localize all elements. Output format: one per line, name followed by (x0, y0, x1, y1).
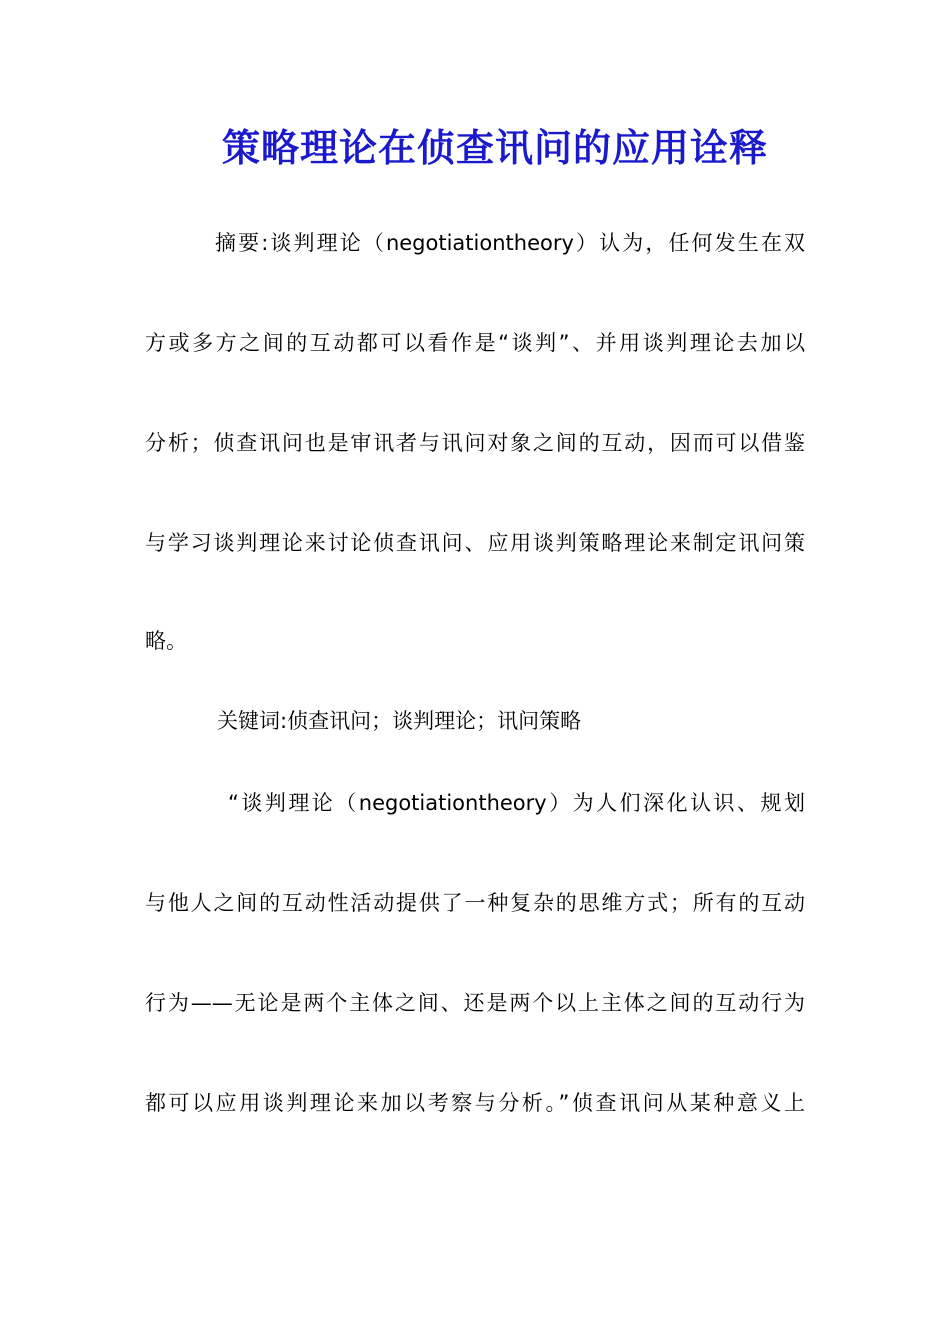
body-line-1: “谈判理论（negotiationtheory）为人们深化认识、规划 (228, 791, 805, 815)
abstract-line-3: 分析；侦查讯问也是审讯者与讯问对象之间的互动，因而可以借鉴 (145, 431, 805, 455)
abstract-line-2: 方或多方之间的互动都可以看作是“谈判”、并用谈判理论去加以 (145, 331, 805, 355)
abstract-line-4: 与学习谈判理论来讨论侦查讯问、应用谈判策略理论来制定讯问策 (145, 531, 805, 555)
keywords-line: 关键词:侦查讯问；谈判理论；讯问策略 (217, 709, 582, 733)
abstract-line-5: 略。 (145, 629, 187, 653)
document-title: 策略理论在侦查讯问的应用诠释 (221, 125, 768, 170)
body-line-2: 与他人之间的互动性活动提供了一种复杂的思维方式；所有的互动 (145, 891, 805, 915)
body-line-3: 行为——无论是两个主体之间、还是两个以上主体之间的互动行为 (145, 991, 805, 1015)
body-line-4: 都可以应用谈判理论来加以考察与分析。”侦查讯问从某种意义上 (145, 1091, 805, 1115)
abstract-line-1: 摘要:谈判理论（negotiationtheory）认为，任何发生在双 (215, 231, 805, 255)
